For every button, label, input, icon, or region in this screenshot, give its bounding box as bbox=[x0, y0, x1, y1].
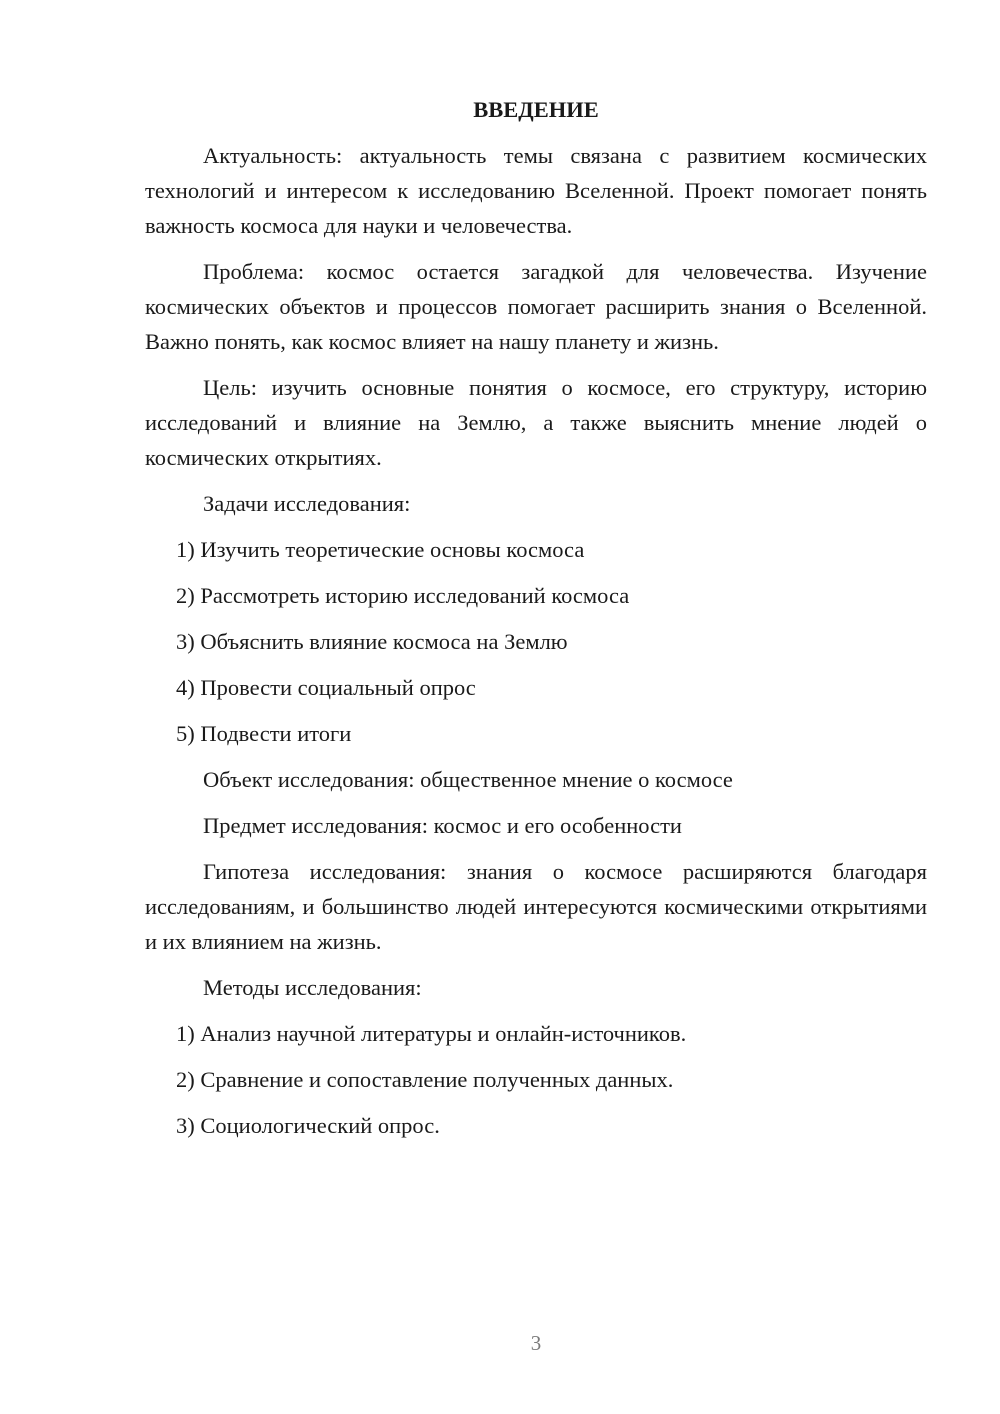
methods-heading: Методы исследования: bbox=[203, 975, 422, 1000]
problem-paragraph: Проблема: космос остается загадкой для человечества. Изучение космических объектов и процессов помогает расширить знания о Вселенной. Важно понять, как космос влияет на нашу планету и жизнь. bbox=[145, 259, 927, 354]
goal-paragraph: Цель: изучить основные понятия о космосе, его структуру, историю исследований и влияние на Землю, а также выяснить мнение людей о космических открытиях. bbox=[145, 375, 927, 470]
task-item-2: 2) Рассмотреть историю исследований космоса bbox=[176, 583, 630, 608]
task-item-3: 3) Объяснить влияние космоса на Землю bbox=[176, 629, 568, 654]
tasks-heading: Задачи исследования: bbox=[203, 491, 411, 516]
research-subject: Предмет исследования: космос и его особенности bbox=[203, 813, 682, 838]
task-item-5: 5) Подвести итоги bbox=[176, 721, 352, 746]
page-number: 3 bbox=[530, 1331, 542, 1355]
relevance-paragraph: Актуальность: актуальность темы связана с развитием космических технологий и интересом к исследованию Вселенной. Проект помогает понять важность космоса для науки и человечества. bbox=[145, 143, 927, 238]
hypothesis-paragraph: Гипотеза исследования: знания о космосе расширяются благодаря исследованиям, и большинство людей интересуются космическими открытиями и их влиянием на жизнь. bbox=[145, 859, 927, 954]
task-item-4: 4) Провести социальный опрос bbox=[176, 675, 476, 700]
method-item-1: 1) Анализ научной литературы и онлайн-источников. bbox=[176, 1021, 687, 1046]
method-item-2: 2) Сравнение и сопоставление полученных данных. bbox=[176, 1067, 674, 1092]
task-item-1: 1) Изучить теоретические основы космоса bbox=[176, 537, 585, 562]
method-item-3: 3) Социологический опрос. bbox=[176, 1113, 440, 1138]
research-object: Объект исследования: общественное мнение о космосе bbox=[203, 767, 733, 792]
page-title: ВВЕДЕНИЕ bbox=[473, 97, 599, 122]
page-content bbox=[145, 92, 927, 1154]
